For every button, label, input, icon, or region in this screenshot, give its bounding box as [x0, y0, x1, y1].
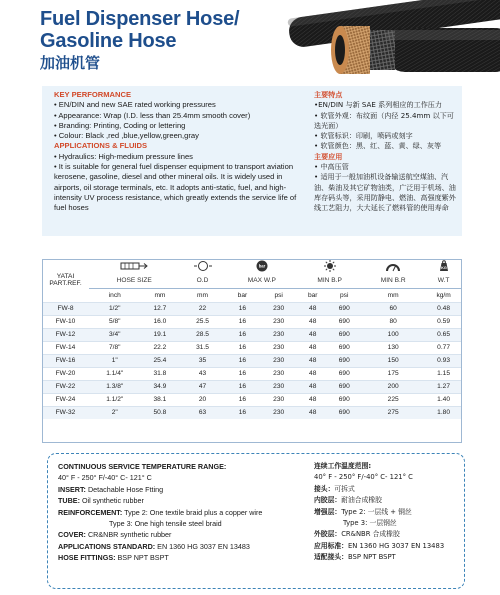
- table-cell: 16: [226, 328, 260, 341]
- tube-value: Oil synthetic rubber: [79, 496, 144, 506]
- tube-label: TUBE:: [58, 496, 80, 506]
- cn-app-item: • 适用于一般加油机设备输送航空煤油、汽油、柴油及其它矿物油类，广泛用于机场、油库存码头等，采用防静电、燃油、高强度紫外线工艺阻力，大大延长了燃料管的使用寿命: [314, 172, 456, 213]
- table-cell: 150: [361, 354, 425, 367]
- performance-chinese: [314, 90, 460, 214]
- reinforcement-value: Type 2: One textile braid plus a copper wire: [122, 507, 263, 517]
- standard-label: APPLICATIONS STANDARD:: [58, 541, 156, 551]
- table-cell: 3/4": [89, 328, 141, 341]
- table-cell: 48: [298, 393, 327, 406]
- cn-key-item: •EN/DIN 与新 SAE 系列相应的工作压力: [314, 100, 442, 110]
- table-cell: 48: [298, 367, 327, 380]
- table-row: [42, 302, 462, 315]
- table-cell: 230: [259, 367, 298, 380]
- part-ref-cell: FW-24: [42, 393, 89, 406]
- table-cell: 16: [226, 380, 260, 393]
- part-ref-cell: FW-16: [42, 354, 89, 367]
- col-header-max-wp: MAX W.P: [226, 274, 298, 288]
- table-cell: 690: [327, 328, 361, 341]
- part-label-1: YATAI: [56, 273, 75, 281]
- table-cell: 0.93: [425, 354, 462, 367]
- cn-reinforcement-value: Type 2: 一层线 + 铜丝: [341, 507, 412, 516]
- cn-cover-value: CR&NBR 合成橡胶: [341, 530, 400, 539]
- table-cell: 28.5: [179, 328, 225, 341]
- table-row: [42, 315, 462, 328]
- features-english: [58, 461, 308, 564]
- part-label-2: PART.REF.: [49, 280, 82, 288]
- unit-cell: mm: [361, 288, 425, 302]
- table-cell: 0.65: [425, 328, 462, 341]
- col-header-hose-size: HOSE SIZE: [89, 274, 179, 288]
- table-cell: 130: [361, 341, 425, 354]
- part-ref-cell: FW-12: [42, 328, 89, 341]
- table-cell: 230: [259, 406, 298, 419]
- unit-cell: psi: [327, 288, 361, 302]
- cn-temp-label: 连续工作温度范围:: [314, 462, 372, 470]
- part-ref-header: [42, 259, 89, 302]
- table-cell: 1.40: [425, 393, 462, 406]
- svg-text:bar: bar: [258, 263, 266, 269]
- col-header-min-bp: MIN B.P: [298, 274, 361, 288]
- table-cell: 25.4: [141, 354, 180, 367]
- performance-panel: [42, 86, 462, 236]
- table-cell: 50.8: [141, 406, 180, 419]
- table-cell: 230: [259, 328, 298, 341]
- cn-tube-label: 内胶层：: [314, 496, 342, 505]
- part-ref-cell: FW-8: [42, 302, 89, 315]
- part-ref-cell: FW-22: [42, 380, 89, 393]
- unit-cell: inch: [89, 288, 141, 302]
- unit-cell: mm: [179, 288, 225, 302]
- od-icon: [179, 259, 225, 274]
- col-header-min-br: MIN B.R: [361, 274, 425, 288]
- col-header-wt: W.T: [425, 274, 462, 288]
- table-cell: 175: [361, 367, 425, 380]
- table-cell: 275: [361, 406, 425, 419]
- cn-app-heading: 主要应用: [314, 151, 343, 161]
- table-cell: 31.8: [141, 367, 180, 380]
- cn-fittings-value: BSP NPT BSPT: [347, 553, 396, 562]
- standard-value: EN 1360 HG 3037 EN 13483: [155, 541, 250, 551]
- table-cell: 225: [361, 393, 425, 406]
- reinforcement-label: REINFORCEMENT:: [58, 507, 123, 517]
- cn-fittings-label: 适配接头：: [314, 553, 348, 562]
- max-wp-icon: [226, 259, 298, 274]
- fittings-label: HOSE FITTINGS:: [58, 553, 116, 563]
- table-cell: 16: [226, 302, 260, 315]
- table-cell: 38.1: [141, 393, 180, 406]
- table-row: [42, 367, 462, 380]
- temp-label: CONTINUOUS SERVICE TEMPERATURE RANGE:: [58, 462, 227, 471]
- table-cell: 1.1/2": [89, 393, 141, 406]
- part-ref-cell: FW-14: [42, 341, 89, 354]
- key-item: • Branding: Printing, Coding or lettering: [54, 120, 186, 130]
- table-cell: 690: [327, 302, 361, 315]
- icon-row: [42, 259, 462, 274]
- cn-key-heading: 主要特点: [314, 90, 343, 99]
- features-chinese: [314, 461, 464, 564]
- table-cell: 16: [226, 341, 260, 354]
- table-cell: 690: [327, 341, 361, 354]
- svg-text:KG: KG: [440, 265, 447, 270]
- table-cell: 230: [259, 341, 298, 354]
- table-cell: 16.0: [141, 315, 180, 328]
- features-box: [47, 453, 465, 589]
- table-cell: 16: [226, 393, 260, 406]
- performance-english: [54, 90, 304, 214]
- table-cell: 1/2": [89, 302, 141, 315]
- app-item: • Hydraulics: High-medium pressure lines: [54, 151, 193, 161]
- key-performance-heading: KEY PERFORMANCE: [54, 90, 132, 99]
- table-cell: 48: [298, 315, 327, 328]
- unit-cell: bar: [298, 288, 327, 302]
- title-line-1: Fuel Dispenser Hose/: [40, 8, 240, 30]
- table-cell: 1.3/8": [89, 380, 141, 393]
- table-cell: 1.15: [425, 367, 462, 380]
- table-row: [42, 393, 462, 406]
- part-ref-cell: FW-10: [42, 315, 89, 328]
- table-cell: 5/8": [89, 315, 141, 328]
- table-cell: 60: [361, 302, 425, 315]
- spec-table: [42, 259, 462, 419]
- table-cell: 690: [327, 315, 361, 328]
- col-header-od: O.D: [179, 274, 225, 288]
- table-cell: 0.59: [425, 315, 462, 328]
- table-cell: 80: [361, 315, 425, 328]
- cn-reinforcement-label: 增强层：: [314, 507, 342, 516]
- table-cell: 22.2: [141, 341, 180, 354]
- table-cell: 48: [298, 341, 327, 354]
- table-cell: 43: [179, 367, 225, 380]
- cn-standard-value: EN 1360 HG 3037 EN 13483: [347, 541, 445, 550]
- table-cell: 230: [259, 354, 298, 367]
- cn-standard-label: 应用标准：: [314, 541, 348, 550]
- table-cell: 0.77: [425, 341, 462, 354]
- table-cell: 63: [179, 406, 225, 419]
- table-cell: 690: [327, 380, 361, 393]
- table-cell: 20: [179, 393, 225, 406]
- table-cell: 16: [226, 315, 260, 328]
- table-cell: 48: [298, 354, 327, 367]
- unit-cell: bar: [226, 288, 260, 302]
- table-row: [42, 328, 462, 341]
- unit-cell: kg/m: [425, 288, 462, 302]
- table-cell: 230: [259, 302, 298, 315]
- table-cell: 230: [259, 393, 298, 406]
- insert-value: Detachable Hose Ftting: [85, 484, 164, 494]
- applications-heading: APPLICATIONS & FLUIDS: [54, 141, 148, 151]
- table-cell: 690: [327, 367, 361, 380]
- part-ref-cell: FW-20: [42, 367, 89, 380]
- hose-front: [331, 26, 500, 74]
- title-line-2: Gasoline Hose: [40, 30, 177, 52]
- table-cell: 22: [179, 302, 225, 315]
- table-row: [42, 354, 462, 367]
- cn-insert-value: 可拆式: [334, 484, 355, 493]
- hose-product-image: [250, 0, 500, 84]
- hose-size-icon: [89, 259, 179, 274]
- insert-label: INSERT:: [58, 484, 86, 494]
- cn-reinforcement-value-2: Type 3: 一层钢丝: [343, 519, 397, 528]
- table-cell: 7/8": [89, 341, 141, 354]
- cn-app-item: • 中高压管: [314, 162, 349, 172]
- cn-key-item: • 软管外观：布纹面（内径 25.4mm 以下可选光面）: [314, 110, 454, 130]
- table-cell: 100: [361, 328, 425, 341]
- cn-key-item: • 软管颜色：黑、红、蓝、黄、绿、灰等: [314, 141, 442, 151]
- table-cell: 16: [226, 406, 260, 419]
- table-cell: 230: [259, 315, 298, 328]
- table-cell: 690: [327, 406, 361, 419]
- temp-value: 40° F - 250° F/-40° C- 121° C: [58, 473, 152, 483]
- table-cell: 35: [179, 354, 225, 367]
- table-cell: 1.80: [425, 406, 462, 419]
- table-cell: 48: [298, 328, 327, 341]
- app-item: • It is suitable for general fuel dispenser equipment to transport aviation kerosene, gasoline, diesel and other mineral oils. It is widely used in airports, oil storage terminals, etc. It adopts anti-static, fuel, and high-intensity UV process resistance, which greatly extends the service life of fuel hoses: [54, 162, 297, 213]
- cn-cover-label: 外胶层：: [314, 530, 342, 539]
- table-cell: 16: [226, 367, 260, 380]
- reinforcement-value-2: Type 3: One high tensile steel braid: [109, 519, 222, 529]
- cn-insert-label: 接头：: [314, 484, 335, 493]
- table-row: [42, 406, 462, 419]
- min-br-icon: [361, 259, 425, 274]
- table-cell: 200: [361, 380, 425, 393]
- key-item: • Appearance: Wrap (I.D. less than 25.4mm smooth cover): [54, 110, 251, 120]
- title-chinese: 加油机管: [40, 54, 101, 72]
- table-cell: 0.48: [425, 302, 462, 315]
- table-cell: 47: [179, 380, 225, 393]
- table-cell: 2": [89, 406, 141, 419]
- table-cell: 25.5: [179, 315, 225, 328]
- table-cell: 1.27: [425, 380, 462, 393]
- key-item: • EN/DIN and new SAE rated working pressures: [54, 100, 216, 110]
- table-cell: 34.9: [141, 380, 180, 393]
- cn-key-item: • 软管标识：印刷，喷码或刻字: [314, 131, 413, 141]
- key-item: • Colour: Black ,red ,blue,yellow,green,gray: [54, 131, 199, 141]
- table-cell: 16: [226, 354, 260, 367]
- table-row: [42, 341, 462, 354]
- table-cell: 48: [298, 406, 327, 419]
- table-cell: 1": [89, 354, 141, 367]
- part-ref-cell: FW-32: [42, 406, 89, 419]
- min-bp-icon: [298, 259, 361, 274]
- cover-label: COVER:: [58, 530, 86, 540]
- table-cell: 690: [327, 393, 361, 406]
- cn-temp-value: 40° F - 250° F/-40° C- 121° C: [314, 473, 413, 482]
- table-cell: 31.5: [179, 341, 225, 354]
- table-cell: 12.7: [141, 302, 180, 315]
- unit-cell: psi: [259, 288, 298, 302]
- fittings-value: BSP NPT BSPT: [115, 553, 169, 563]
- table-row: [42, 380, 462, 393]
- weight-icon: [425, 259, 462, 274]
- cover-value: CR&NBR synthetic rubber: [85, 530, 172, 540]
- table-cell: 230: [259, 380, 298, 393]
- header-row: [42, 274, 462, 288]
- table-cell: 48: [298, 302, 327, 315]
- table-cell: 1.1/4": [89, 367, 141, 380]
- unit-cell: mm: [141, 288, 180, 302]
- table-cell: 19.1: [141, 328, 180, 341]
- table-cell: 48: [298, 380, 327, 393]
- unit-row: [42, 288, 462, 302]
- cn-tube-value: 耐油合成橡胶: [341, 496, 382, 505]
- table-cell: 690: [327, 354, 361, 367]
